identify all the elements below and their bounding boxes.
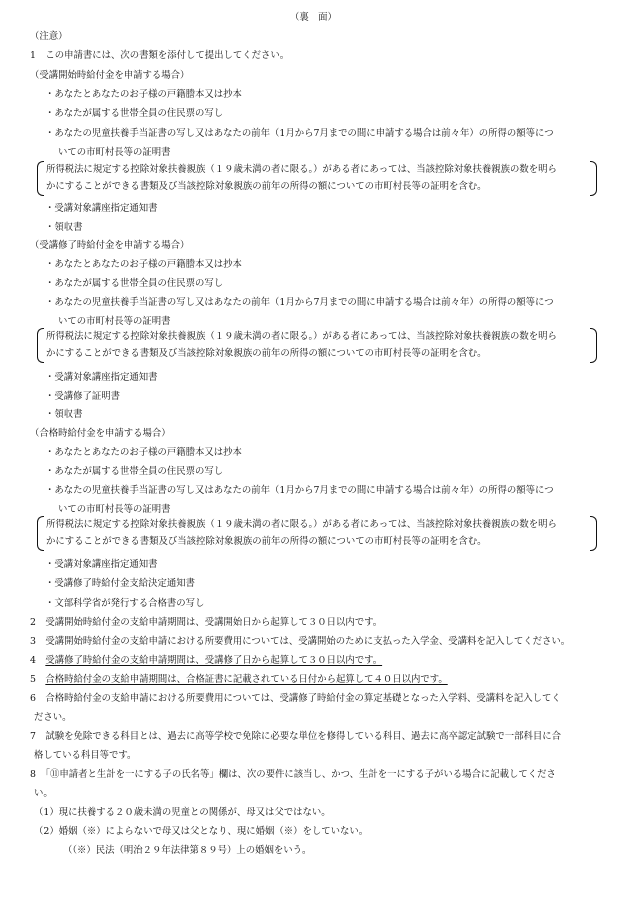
right-bracket [590, 161, 597, 196]
section-pass-heading: （合格時給付金を申請する場合） [30, 428, 171, 439]
list-item: ・あなたが属する世帯全員の住民票の写し [45, 108, 224, 119]
note-item-2: 2 受講開始時給付金の支給申請期間は、受講開始日から起算して３０日以内です。 [30, 617, 383, 628]
note-item-1: 1 この申請書には、次の書類を添付して提出してください。 [30, 50, 290, 61]
list-item: ・あなたの児童扶養手当証書の写し又はあなたの前年（1月から7月までの間に申請する場合は前々年）の所得の額等につ [45, 128, 554, 139]
bracket-note-line: 所得税法に規定する控除対象扶養親族（１９歳未満の者に限る。）がある者にあっては、当該控除対象扶養親族の数を明ら [46, 519, 557, 530]
section-start-heading: （受講開始時給付金を申請する場合） [30, 70, 190, 81]
list-item-continuation: いての市町村長等の証明書 [58, 316, 171, 327]
note-item-8-continuation: い。 [34, 788, 53, 799]
note-item-8: 8 「⑪申請者と生計を一にする子の氏名等」欄は、次の要件に該当し、かつ、生計を一にする子がいる場合に記載してくださ [30, 769, 556, 780]
right-bracket [590, 516, 597, 551]
bracket-note-line: 所得税法に規定する控除対象扶養親族（１９歳未満の者に限る。）がある者にあっては、当該控除対象扶養親族の数を明ら [46, 331, 557, 342]
left-bracket [37, 328, 44, 363]
note-item-5-number: 5 [30, 674, 46, 685]
list-item: ・あなたが属する世帯全員の住民票の写し [45, 466, 224, 477]
note-item-4-number: 4 [30, 655, 46, 666]
bracket-note-line: 所得税法に規定する控除対象扶養親族（１９歳未満の者に限る。）がある者にあっては、当該控除対象扶養親族の数を明ら [46, 164, 557, 175]
note-item-8-sub-1: （1）現に扶養する２０歳未満の児童との関係が、母又は父ではない。 [34, 807, 331, 818]
note-item-7-continuation: 格している科目等です。 [34, 750, 137, 761]
bracket-note-box [37, 328, 597, 363]
left-bracket [37, 516, 44, 551]
list-item: ・文部科学省が発行する合格書の写し [45, 598, 205, 609]
list-item: ・あなたとあなたのお子様の戸籍謄本又は抄本 [45, 89, 242, 100]
note-item-4-text: 受講修了時給付金の支給申請期間は、受講修了日から起算して３０日以内です。 [45, 655, 383, 666]
list-item: ・受講修了時給付金支給決定通知書 [45, 578, 196, 589]
note-item-4 [30, 655, 382, 667]
note-item-7: 7 試験を免除できる科目とは、過去に高等学校で免除に必要な単位を修得している科目、過去に高卒認定試験で一部科目に合 [30, 731, 561, 742]
right-bracket [590, 328, 597, 363]
list-item-continuation: いての市町村長等の証明書 [58, 147, 171, 158]
note-item-3: 3 受講開始時給付金の支給申請における所要費用については、受講開始のために支払った入学金、受講料を記入してください。 [30, 636, 571, 647]
list-item: ・あなたとあなたのお子様の戸籍謄本又は抄本 [45, 447, 242, 458]
bracket-note-box [37, 161, 597, 196]
bracket-note-line: かにすることができる書類及び当該控除対象親族の前年の所得の額についての市町村長等の証明を含む。 [46, 536, 487, 547]
note-item-8-sub-3: （（※）民法（明治２９年法律第８９号）上の婚姻をいう。 [63, 845, 312, 856]
list-item: ・あなたとあなたのお子様の戸籍謄本又は抄本 [45, 259, 242, 270]
list-item: ・あなたの児童扶養手当証書の写し又はあなたの前年（1月から7月までの間に申請する場合は前々年）の所得の額等につ [45, 297, 554, 308]
list-item: ・あなたの児童扶養手当証書の写し又はあなたの前年（1月から7月までの間に申請する場合は前々年）の所得の額等につ [45, 485, 554, 496]
list-item: ・あなたが属する世帯全員の住民票の写し [45, 278, 224, 289]
note-item-6: 6 合格時給付金の支給申請における所要費用については、受講修了時給付金の算定基礎となった入学料、受講料を記入してく [30, 693, 561, 704]
list-item: ・受講対象講座指定通知書 [45, 372, 158, 383]
note-heading: （注意） [30, 31, 68, 42]
bracket-note-box [37, 516, 597, 551]
left-bracket [37, 161, 44, 196]
note-item-8-sub-2: （2）婚姻（※）によらないで母又は父となり、現に婚姻（※）をしていない。 [34, 826, 369, 837]
list-item: ・領収書 [45, 409, 83, 420]
page-header: （裏 面） [290, 12, 337, 23]
list-item: ・領収書 [45, 222, 83, 233]
note-item-5 [30, 674, 448, 686]
list-item-continuation: いての市町村長等の証明書 [58, 504, 171, 515]
section-complete-heading: （受講修了時給付金を申請する場合） [30, 240, 190, 251]
list-item: ・受講修了証明書 [45, 391, 121, 402]
list-item: ・受講対象講座指定通知書 [45, 559, 158, 570]
bracket-note-line: かにすることができる書類及び当該控除対象親族の前年の所得の額についての市町村長等の証明を含む。 [46, 181, 487, 192]
list-item: ・受講対象講座指定通知書 [45, 203, 158, 214]
bracket-note-line: かにすることができる書類及び当該控除対象親族の前年の所得の額についての市町村長等の証明を含む。 [46, 348, 487, 359]
note-item-5-text: 合格時給付金の支給申請期間は、合格証書に記載されている日付から起算して４０日以内です。 [45, 674, 448, 685]
note-item-6-continuation: ださい。 [34, 712, 72, 723]
